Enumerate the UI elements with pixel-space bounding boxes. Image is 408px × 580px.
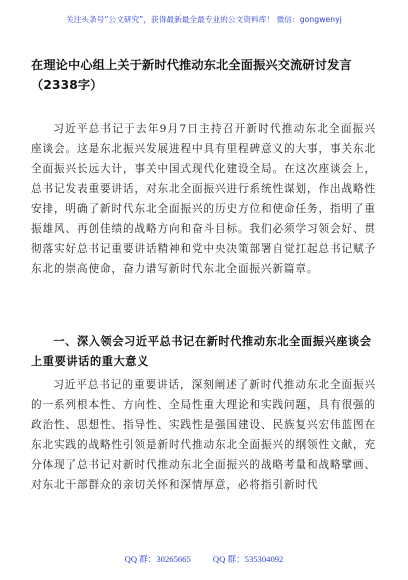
watermark-header: 关注头条号“公文研究”，获得最新最全最专业的公文资料库！ 微信：gongwenyj bbox=[66, 15, 342, 24]
paragraph-intro: 习近平总书记于去年9月7日主持召开新时代推动东北全面振兴座谈会。这是东北振兴发展进程中具有里程碑意义的大事，事关东北全面振兴长远大计，事关中国式现代化建设全局。在这次座谈会上，总书记发表重要讲话，对东北全面振兴进行系统性谋划，作出战略性安排，明确了新时代东北全面振兴的历史方位和使命任务，指明了重振雄风、再创佳绩的战略方向和奋斗目标。我们必须学习领会好、贯彻落实好总书记重要讲话精神和党中央决策部署自觉扛起总书记赋予东北的崇高使命，奋力谱写新时代东北全面振兴新篇章。 bbox=[31, 123, 376, 275]
footer-qq-group-1: QQ 群：30265665 bbox=[124, 554, 191, 564]
watermark-footer bbox=[30, 553, 378, 565]
paragraph-section-1: 习近平总书记的重要讲话，深刻阐述了新时代推动东北全面振兴的一系列根本性、方向性、全局性重大理论和实践问题，具有很强的政治性、思想性、指导性、实践性是强国建设、民族复兴宏伟蓝图在东北实践的战略性引领是新时代推动东北全面振兴的纲领性文献，充分体现了总书记对新时代推动东北全面振兴的战略考量和战略擘画、对东北干部群众的亲切关怀和深情厚意，必将指引新时代 bbox=[31, 379, 376, 491]
section-heading-1: 一、深入领会习近平总书记在新时代推动东北全面振兴座谈会上重要讲话的重大意义 bbox=[31, 335, 372, 368]
document-title: 在理论中心组上关于新时代推动东北全面振兴交流研讨发言（2338字） bbox=[31, 58, 352, 92]
footer-qq-group-2: QQ 群：535304092 bbox=[212, 554, 284, 564]
